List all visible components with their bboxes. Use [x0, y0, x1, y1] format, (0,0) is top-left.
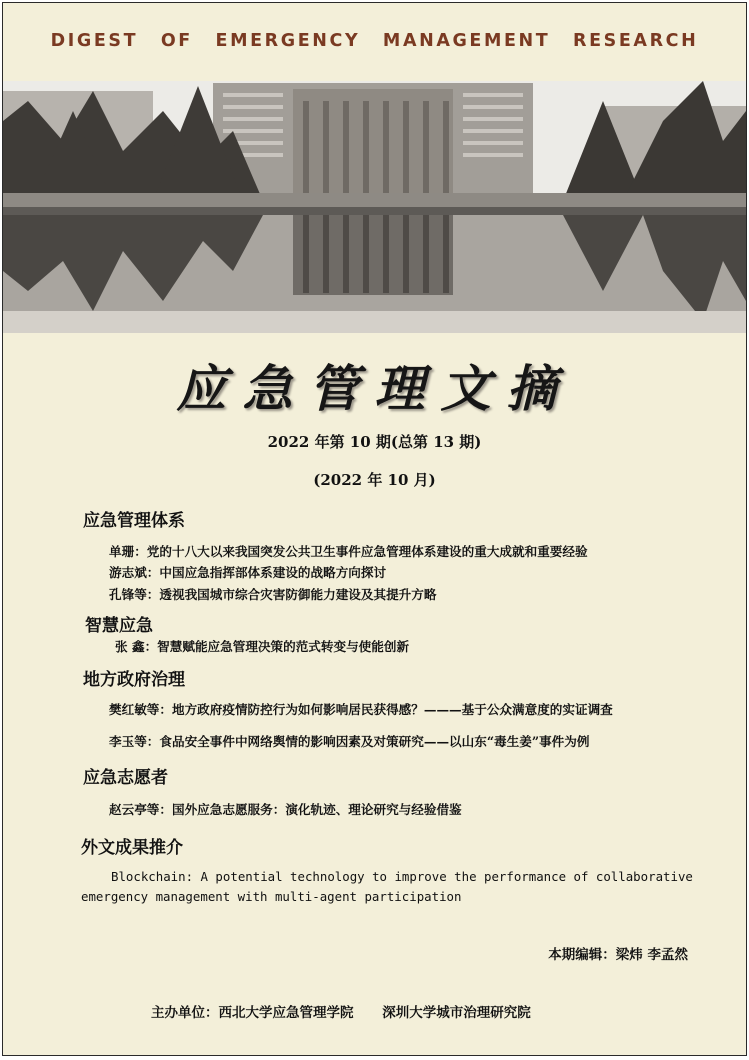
chinese-title: 应急管理文摘 — [176, 359, 573, 418]
cover-page — [2, 2, 747, 1056]
article-item: 李玉等：食品安全事件中网络舆情的影响因素及对策研究——以山东“毒生姜”事件为例 — [109, 734, 590, 749]
banner-illustration — [3, 81, 746, 333]
article-item: 赵云亭等：国外应急志愿服务：演化轨迹、理论研究与经验借鉴 — [109, 802, 462, 817]
section-title: 智慧应急 — [85, 616, 153, 636]
article-item: 孔锋等：透视我国城市综合灾害防御能力建设及其提升方略 — [109, 587, 437, 602]
section-title: 地方政府治理 — [83, 670, 185, 690]
issue-date: (2022 年 10 月) — [313, 471, 436, 489]
article-item: 单珊：党的十八大以来我国突发公共卫生事件应急管理体系建设的重大成就和重要经验 — [109, 544, 588, 559]
section-title: 应急志愿者 — [83, 768, 168, 788]
sponsor-line — [151, 1001, 531, 1021]
article-item: 游志斌：中国应急指挥部体系建设的战略方向探讨 — [109, 565, 387, 580]
section-title: 外文成果推介 — [81, 838, 183, 858]
sponsor-label: 主办单位： — [151, 1005, 219, 1021]
section-title: 应急管理体系 — [83, 511, 185, 531]
article-item: 樊红敏等：地方政府疫情防控行为如何影响居民获得感？———基于公众满意度的实证调查 — [109, 702, 613, 717]
english-title: DIGEST OF EMERGENCY MANAGEMENT RESEARCH — [50, 31, 699, 51]
campus-building-photo — [3, 81, 746, 333]
issue-number: 2022 年第 10 期(总第 13 期) — [267, 433, 482, 451]
sponsor-1: 西北大学应急管理学院 — [218, 1005, 354, 1021]
sponsor-2: 深圳大学城市治理研究院 — [382, 1005, 531, 1021]
english-article-item: Blockchain: A potential technology to improve the performance of collaborative emergency management with multi-agent participation — [81, 869, 693, 904]
issue-editors: 本期编辑：梁炜 李孟然 — [548, 947, 688, 963]
article-item: 张 鑫：智慧赋能应急管理决策的范式转变与使能创新 — [115, 639, 410, 654]
